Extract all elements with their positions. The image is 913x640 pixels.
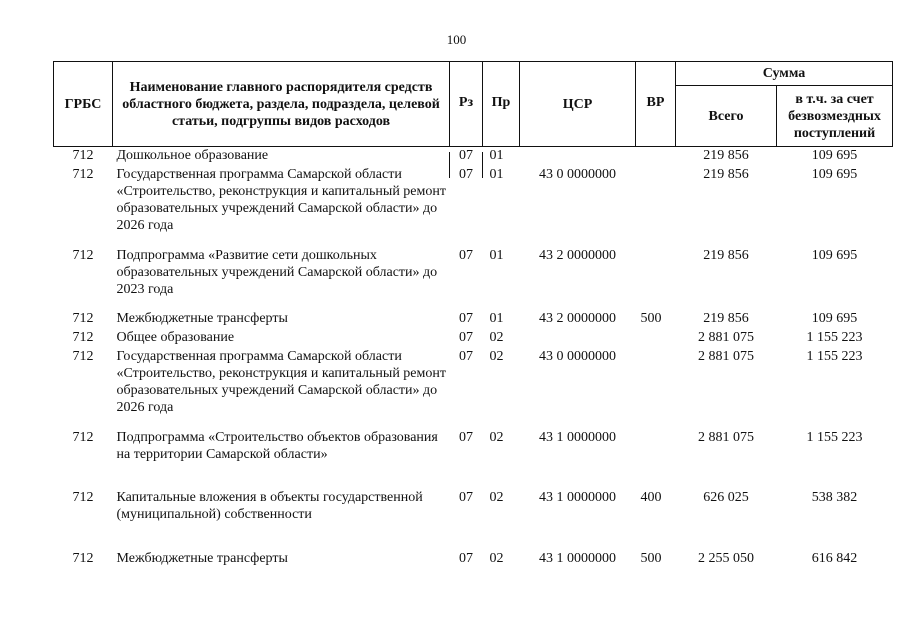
cell-vr: 400 bbox=[640, 489, 662, 505]
cell-name: Дошкольное образование bbox=[116, 148, 269, 163]
cell-grbs: 712 bbox=[72, 247, 94, 263]
cell-name: Общее образование bbox=[116, 329, 235, 345]
cell-vr: 500 bbox=[640, 550, 662, 566]
column-divider bbox=[482, 152, 483, 178]
cell-rz: 07 bbox=[459, 166, 473, 182]
cell-grbs: 712 bbox=[72, 166, 94, 182]
page-number: 100 bbox=[446, 32, 467, 47]
header-rz: Рз bbox=[450, 62, 483, 147]
cell-csr: 43 1 0000000 bbox=[539, 550, 616, 566]
cell-grbs: 712 bbox=[72, 310, 94, 326]
cell-total: 2 881 075 bbox=[698, 329, 754, 345]
table-row bbox=[54, 329, 893, 348]
cell-pr: 02 bbox=[489, 329, 504, 345]
cell-csr bbox=[520, 329, 636, 348]
cell-grbs: 712 bbox=[72, 429, 94, 445]
cell-free: 538 382 bbox=[811, 489, 858, 505]
cell-csr: 43 0 0000000 bbox=[539, 166, 616, 182]
cell-vr: 500 bbox=[640, 310, 662, 326]
cell-pr: 02 bbox=[489, 348, 504, 364]
cell-total: 2 881 075 bbox=[698, 348, 754, 364]
cell-total: 626 025 bbox=[703, 489, 749, 505]
cell-total: 219 856 bbox=[703, 310, 749, 326]
cell-csr: 43 0 0000000 bbox=[539, 348, 616, 364]
cell-grbs: 712 bbox=[72, 489, 94, 505]
cell-pr: 01 bbox=[489, 166, 504, 182]
header-pr: Пр bbox=[483, 62, 520, 147]
cell-vr bbox=[636, 247, 676, 310]
table-row bbox=[54, 166, 893, 247]
cell-rz: 07 bbox=[459, 148, 473, 163]
cell-vr bbox=[636, 166, 676, 247]
column-divider bbox=[449, 152, 450, 178]
cell-csr: 43 1 0000000 bbox=[539, 429, 616, 445]
cell-free: 109 695 bbox=[811, 247, 858, 263]
cell-grbs: 712 bbox=[72, 329, 94, 345]
table-row bbox=[54, 310, 893, 329]
cell-free: 109 695 bbox=[811, 310, 858, 326]
cell-name: Межбюджетные трансферты bbox=[116, 550, 288, 566]
table-row bbox=[54, 489, 893, 550]
cell-vr bbox=[636, 329, 676, 348]
cell-name: Государственная программа Самарской области «Строительство, реконструкция и капитальный ремонт образовательных учреждений Самарской области» до 2026 года bbox=[116, 348, 446, 415]
cell-rz: 07 bbox=[459, 429, 473, 445]
cell-rz: 07 bbox=[459, 348, 473, 364]
cell-vr bbox=[636, 348, 676, 429]
cell-free: 616 842 bbox=[811, 550, 858, 566]
cell-free: 1 155 223 bbox=[806, 348, 863, 364]
cell-pr: 02 bbox=[489, 550, 504, 566]
cell-free: 1 155 223 bbox=[806, 329, 863, 345]
cell-pr: 01 bbox=[489, 310, 504, 326]
cell-rz: 07 bbox=[459, 550, 473, 566]
cell-free: 109 695 bbox=[811, 148, 858, 163]
cell-name: Межбюджетные трансферты bbox=[116, 310, 288, 326]
cell-pr: 02 bbox=[489, 429, 504, 445]
cell-rz: 07 bbox=[459, 310, 473, 326]
table-row bbox=[54, 247, 893, 310]
table-row bbox=[54, 429, 893, 489]
cell-grbs: 712 bbox=[72, 148, 94, 163]
table-row bbox=[54, 348, 893, 429]
cell-rz: 07 bbox=[459, 329, 473, 345]
cell-csr: 43 2 0000000 bbox=[539, 247, 616, 263]
header-total: Всего bbox=[676, 86, 777, 147]
cell-total: 2 881 075 bbox=[698, 429, 754, 445]
cell-total: 219 856 bbox=[703, 166, 749, 182]
header-vr: ВР bbox=[636, 62, 676, 147]
table-row bbox=[54, 550, 893, 569]
cell-name: Подпрограмма «Развитие сети дошкольных образовательных учреждений Самарской области» до 2023 года bbox=[116, 247, 438, 297]
cell-csr: 43 2 0000000 bbox=[539, 310, 616, 326]
cell-pr: 01 bbox=[489, 247, 504, 263]
header-name: Наименование главного распорядителя средств областного бюджета, раздела, подраздела, целевой статьи, подгруппы видов расходов bbox=[113, 62, 450, 147]
cell-csr bbox=[520, 147, 636, 166]
header-grbs: ГРБС bbox=[54, 62, 113, 147]
cell-total: 219 856 bbox=[703, 247, 749, 263]
cell-vr bbox=[636, 147, 676, 166]
cell-grbs: 712 bbox=[72, 348, 94, 364]
table-row bbox=[54, 147, 893, 166]
cell-vr bbox=[636, 429, 676, 489]
header-free: в т.ч. за счет безвозмездных поступлений bbox=[777, 86, 893, 147]
cell-pr: 02 bbox=[489, 489, 504, 505]
cell-name: Государственная программа Самарской области «Строительство, реконструкция и капитальный ремонт образовательных учреждений Самарской области» до 2026 года bbox=[116, 166, 446, 233]
cell-free: 1 155 223 bbox=[806, 429, 863, 445]
cell-total: 2 255 050 bbox=[698, 550, 754, 566]
cell-total: 219 856 bbox=[703, 148, 749, 163]
budget-table bbox=[53, 61, 893, 569]
cell-rz: 07 bbox=[459, 247, 473, 263]
cell-rz: 07 bbox=[459, 489, 473, 505]
cell-pr: 01 bbox=[489, 148, 504, 163]
cell-grbs: 712 bbox=[72, 550, 94, 566]
cell-name: Подпрограмма «Строительство объектов образования на территории Самарской области» bbox=[116, 429, 438, 462]
header-csr: ЦСР bbox=[520, 62, 636, 147]
cell-csr: 43 1 0000000 bbox=[539, 489, 616, 505]
cell-free: 109 695 bbox=[811, 166, 858, 182]
header-sum: Сумма bbox=[676, 62, 893, 86]
cell-name: Капитальные вложения в объекты государственной (муниципальной) собственности bbox=[116, 489, 423, 522]
